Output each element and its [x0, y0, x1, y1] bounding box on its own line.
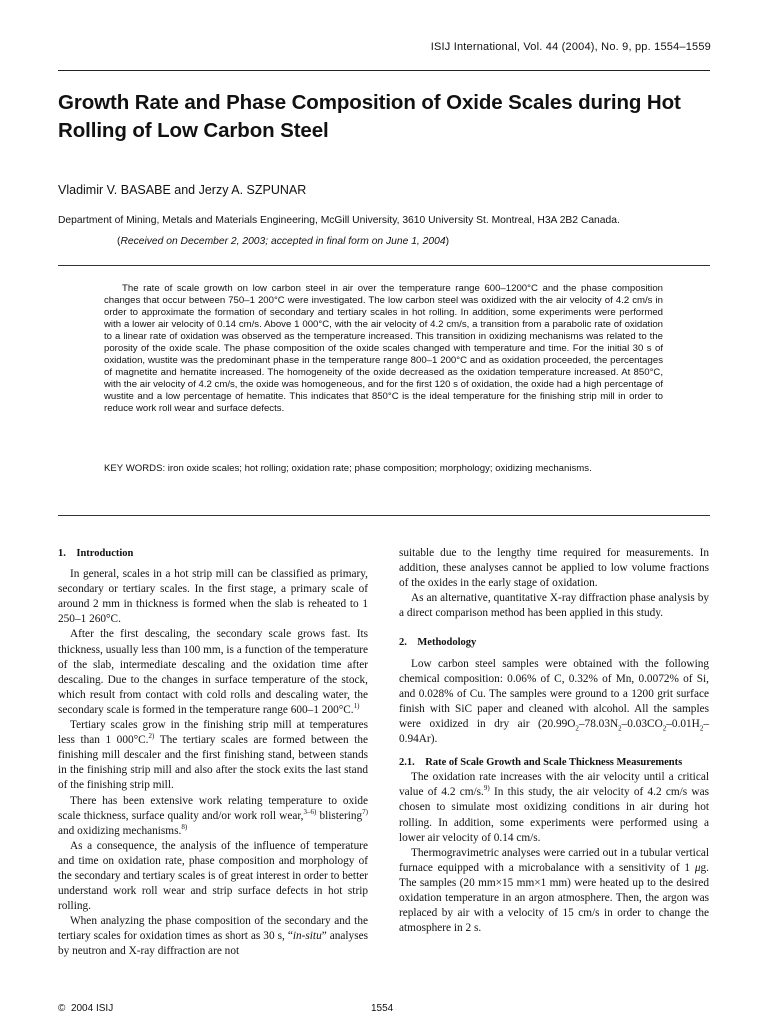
- paper-title: Growth Rate and Phase Composition of Oxide Scales during Hot Rolling of Low Carbon Steel: [58, 91, 681, 142]
- page-number: 1554: [371, 1003, 394, 1014]
- citation: 8): [181, 822, 188, 831]
- subsection-paragraph-1: The oxidation rate increases with the air velocity until a critical value of 4.2 cm/s.$^{9)}$ In this study, the air velocity of 4.2 cm/s was chosen to simulate most oxidizing conditions in air during hot rolling. In addition, some experiments were performed using a lower air velocity of 0.14 cm/s.: [399, 771, 709, 844]
- received-text: Received on December 2, 2003; accepted in final form on June 1, 2004: [120, 236, 446, 247]
- abstract-text: The rate of scale growth on low carbon steel in air over the temperature range 600–1200°C and the phase composition changes that occur between 750–1 200°C were investigated. The low carbon steel was oxidized with the air velocity of 4.2 cm/s in order to approximate the formation of secondary and tertiary scales in hot rolling. In addition, some experiments were performed with a lower air velocity of 0.14 cm/s. Above 1 000°C, with the air velocity of 4.2 cm/s, a transition from a parabolic rate of oxidation to a linear rate of oxidation was observed as the temperature increased. This transition in oxidizing mechanisms was related to the porosity of the oxide scale. The phase composition of the oxide scales changed with temperature and time. For the initial 30 s of oxidation, wustite was the predominant phase in the temperature range 800–1 200°C and as oxidation proceeded, the percentages of magnetite and hematite increased. The homogeneity of the oxide decreased as the oxidation temperature increased. At 850°C, with the air velocity of 4.2 cm/s, the oxide was homogeneous, and for the first 120 s of oxidation, the oxide had a high percentage of wustite and a low percentage of hematite. This indicates that 850°C is the ideal temperature for the finishing strip mill in order to reduce work roll wear and surface defects.: [104, 283, 663, 415]
- copyright-symbol: ©: [58, 1003, 66, 1014]
- intro-paragraph-6-continued: suitable due to the lengthy time required for measurements. In addition, these analyses cannot be applied to low volume fractions of the oxides in the early stage of oxidation.: [399, 547, 709, 590]
- keywords: KEY WORDS: iron oxide scales; hot rolling; oxidation rate; phase composition; morphology; oxidizing mechanisms.: [104, 463, 592, 474]
- footer-copyright: [58, 1003, 113, 1014]
- intro-paragraph-6: When analyzing the phase composition of the secondary and the tertiary scales for oxidation times as short as 30 s, “in-situ” analyses by neutron and X-ray diffraction are not: [58, 915, 369, 958]
- intro-paragraph-4: There has been extensive work relating temperature to oxide scale thickness, surface quality and/or work roll wear,$^{3-6)}$ blistering$^{7)}$ and oxidizing mechanisms.$^{8)}$: [58, 794, 368, 837]
- citation: 2): [148, 732, 155, 741]
- intro-paragraph-2: After the first descaling, the secondary scale grows fast. Its thickness, usually less than 100 mm, is a function of the temperature of the slab, intermediate descaling and the oxidation time after descaling. Due to the changes in surface temperature of the stock, which result from contact with cold rolls and descaling water, the secondary scale is formed in the temperature range 600–1 200°C.$^{1)}$: [58, 628, 368, 716]
- abstract: [104, 283, 663, 416]
- section-heading-introduction: 1. Introduction: [58, 548, 134, 559]
- header-rule: [58, 70, 710, 71]
- intro-paragraph-7: As an alternative, quantitative X-ray diffraction phase analysis by a direct comparison method has been applied in this study.: [399, 592, 709, 620]
- received-dates: (Received on December 2, 2003; accepted in final form on June 1, 2004): [117, 236, 450, 247]
- affiliation: Department of Mining, Metals and Materials Engineering, McGill University, 3610 University St. Montreal, H3A 2B2 Canada.: [58, 215, 620, 226]
- citation: 9): [483, 784, 490, 793]
- journal-reference: ISIJ International, Vol. 44 (2004), No. 9, pp. 1554–1559: [430, 41, 711, 53]
- subsection-paragraph-2: Thermogravimetric analyses were carried out in a tubular vertical furnace equipped with a microbalance with a sensitivity of 1 μg. The samples (20 mm×15 mm×1 mm) were heated up to the desired oxidation temperature in an argon atmosphere. Then, the argon was replaced by air with a velocity of 15 cm/s in order to change the atmosphere in 2 s.: [399, 846, 709, 935]
- intro-paragraph-3: Tertiary scales grow in the finishing strip mill at temperatures less than 1 000°C.$^{2)}$ The tertiary scales are formed between the finishing mill descaler and the first finishing stand, between stands in the finishing strip mill and also after the stock exits the last stand of the finishing strip mill.: [58, 719, 368, 792]
- citation: 7): [362, 807, 368, 816]
- right-column: [399, 546, 709, 936]
- left-column: [58, 546, 368, 960]
- citation: 1): [353, 702, 360, 711]
- authors: Vladimir V. BASABE and Jerzy A. SZPUNAR: [58, 183, 307, 197]
- copyright-text: 2004 ISIJ: [70, 1003, 114, 1014]
- intro-paragraph-1: In general, scales in a hot strip mill can be classified as primary, secondary or tertiary scales. In the first stage, a primary scale of around 2 mm in thickness is formed when the slab is reheated to 1 250–1 260°C.: [58, 568, 368, 626]
- method-paragraph-1: Low carbon steel samples were obtained with the following chemical composition: 0.06% of C, 0.32% of Mn, 0.0072% of Si, and 0.028% of Cu. The samples were ground to a 1200 grit surface finish with SiC paper and cleaned with alcohol. All the samples were oxidized in dry air $(20.99O_2-78.03N_2-0.03CO_2-0.01H_2-0.94Ar)$.: [399, 657, 709, 746]
- section-heading-methodology: 2. Methodology: [399, 637, 477, 649]
- subsection-heading-2-1: 2.1. Rate of Scale Growth and Scale Thickness Measurements: [399, 757, 683, 769]
- abstract-bottom-rule: [58, 515, 710, 516]
- citation: 3–6): [303, 807, 317, 816]
- abstract-top-rule: [58, 265, 710, 266]
- intro-paragraph-5: As a consequence, the analysis of the influence of temperature and time on oxidation rate, phase composition and morphology of the secondary and tertiary scales is of great interest in order to better understand work roll wear and strip surface defects in hot strip rolling.: [58, 839, 368, 913]
